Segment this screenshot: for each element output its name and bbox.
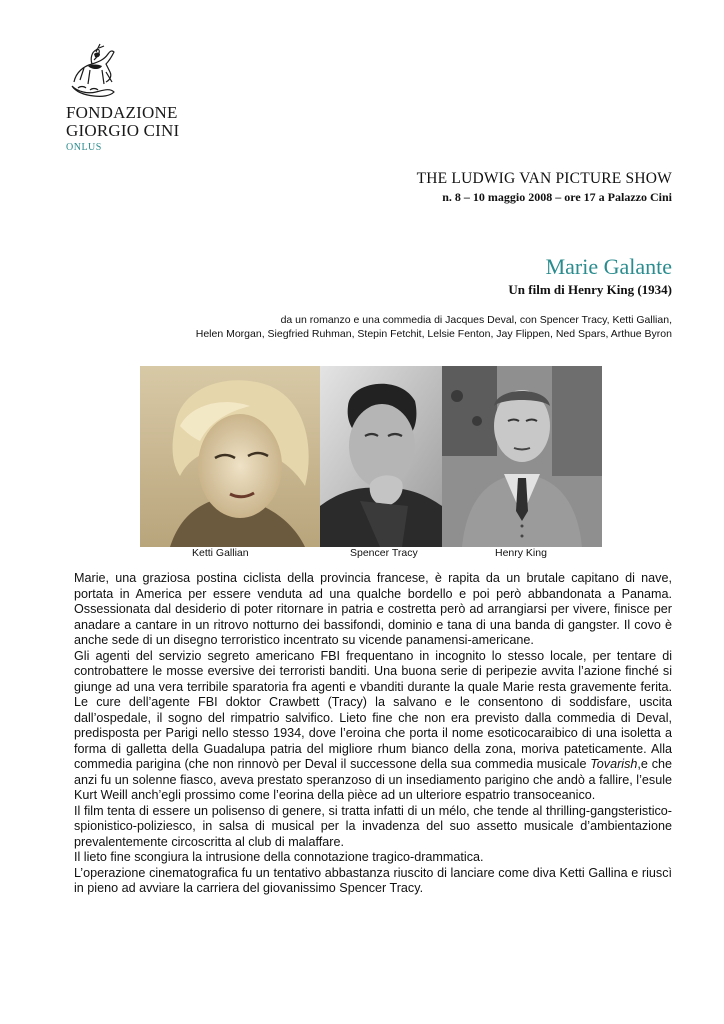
foundation-logo — [66, 42, 206, 153]
paragraph-3: Il film tenta di essere un polisenso di genere, si tratta infatti di un mélo, che tende al thrilling-gangsteristico-spionistico-poliziesco, in salsa di musical per la invadenza del suo assetto musicale d’ambientazione prevalentemente circoscritta al club di malaffare. — [74, 803, 672, 849]
paragraph-2-italic: Tovarish — [590, 757, 638, 771]
photo-henry-king — [442, 366, 602, 547]
logo-line-2: GIORGIO CINI — [66, 121, 180, 140]
photo-ketti-gallian — [140, 366, 320, 547]
caption-henry-king: Henry King — [495, 547, 547, 559]
paragraph-4: Il lieto fine scongiura la intrusione della connotazione tragico-drammatica. — [74, 850, 484, 864]
film-subtitle: Un film di Henry King (1934) — [508, 282, 672, 297]
paragraph-2-end: ,e che anzi fu un solenne fiasco, aveva prestato speranzoso di un insediamento parigino che andò a fallire, l’esule Kurt Weill anch’egli prossimo come l’eorina della pièce ad un ulteriore espatrio transoceanico. — [74, 757, 672, 802]
film-title: Marie Galante — [545, 254, 672, 279]
photo-spencer-tracy — [320, 366, 442, 547]
logo-line-1: FONDAZIONE — [66, 103, 178, 122]
series-title: THE LUDWIG VAN PICTURE SHOW — [416, 170, 672, 187]
caption-ketti-gallian: Ketti Gallian — [192, 547, 249, 559]
caption-spencer-tracy: Spencer Tracy — [350, 547, 418, 559]
st-george-dragon-emblem-icon — [66, 42, 118, 100]
paragraph-1: Marie, una graziosa postina ciclista della provincia francese, è rapita da un brutale capitano di nave, portata in America per essere venduta ad una qualche bordello e poi però abbandonata a Panama. Ossessionata dal desiderio di poter ritornare in patria e costretta però ad arrangiarsi per vivere, finisce per anadare a cantare in un ritrovo notturno dei bassifondi, dominio e tana di una banda di gangster. Il covo è anche sede di un disegno terroristico incentrato su vicende panamensi-americane. — [74, 571, 672, 647]
logo-onlus: ONLUS — [66, 142, 102, 153]
series-date: n. 8 – 10 maggio 2008 – ore 17 a Palazzo Cini — [442, 190, 672, 204]
photo-strip — [140, 366, 602, 547]
paragraph-2 — [74, 649, 672, 804]
paragraph-2-start: Gli agenti del servizio segreto americano FBI frequentano in incognito lo stesso locale, per tentare di controbattere le mosse eversive dei terroristi banditi. Una buona serie di peripezie avvita l’azione finché si giunge ad una vera terribile sparatoria fra agenti e vbanditi durante la quale Marie resta gravemente ferita. Le cure dell’agente FBI doktor Crawbett (Tracy) la salvano e le consentono di soddisfare, uscita dall’ospedale, il sogno del rimpatrio salvifico. Lieto fine che non era previsto dalla commedia di Deval, predisposta per Parigi nello stesso 1934, dove l’eroina che porta il nome esoticocaraibico di una isoletta a forma di galletta della Guadalupa patria del migliore rhum bianco della zona, moriva pateticamente. Alla commedia parigina (che non rinnovò per Deval il successone della sua commedia musicale — [74, 648, 672, 771]
series-header — [417, 170, 672, 205]
film-header — [508, 254, 672, 298]
credits-line-1: da un romanzo e una commedia di Jacques Deval, con Spencer Tracy, Ketti Gallian, — [280, 314, 672, 326]
article-body — [74, 571, 672, 897]
paragraph-5: L’operazione cinematografica fu un tentativo abbastanza riuscito di lanciare come diva Ketti Gallina e riuscì in pieno ad avviare la carriera del giovanissimo Spencer Tracy. — [74, 865, 672, 895]
film-credits — [112, 313, 672, 341]
credits-line-2: Helen Morgan, Siegfried Ruhman, Stepin Fetchit, Lelsie Fenton, Jay Flippen, Ned Spars, Arthue Byron — [195, 328, 672, 340]
